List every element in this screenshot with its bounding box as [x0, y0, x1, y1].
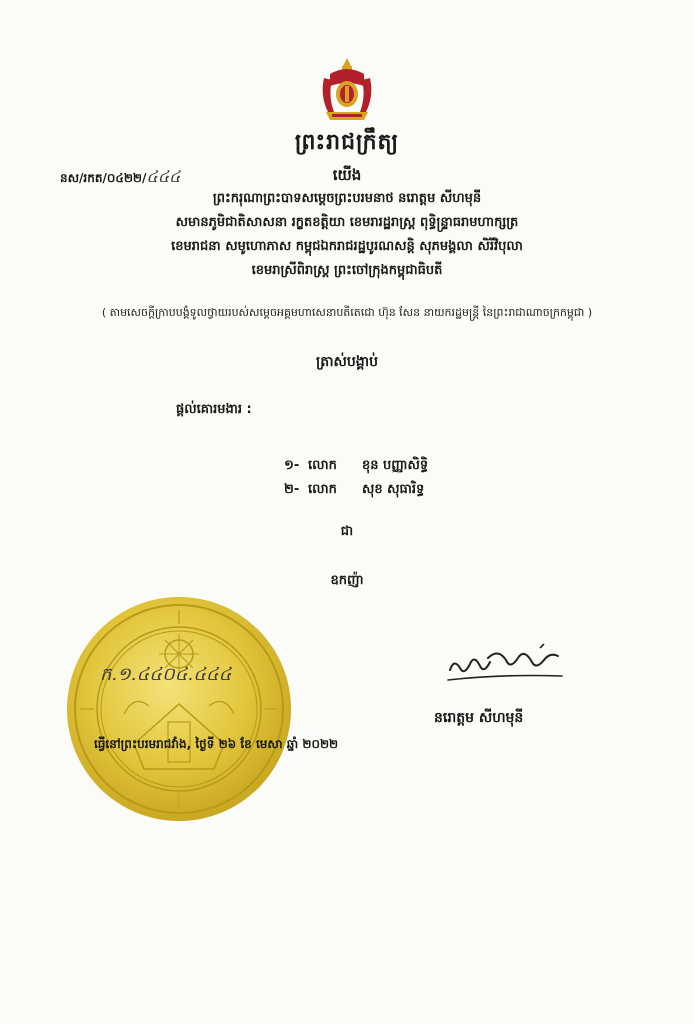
appointee-title: លោក	[308, 458, 337, 473]
decree-date: ធ្វើនៅព្រះបរមរាជវាំង, ថ្ងៃទី ២៦ ខែ មេសា ឆ្នាំ ២០២២	[94, 737, 339, 751]
signer-name: នរោត្តម សីហមុនី	[434, 710, 524, 726]
reference-printed: នស/រកត/០៤២២/	[60, 171, 147, 185]
royal-seal-icon	[64, 594, 294, 824]
appointee-name: សុខ សុធារិទ្ធ	[362, 482, 425, 497]
preamble-line: សមានភូមិជាតិសាសនា រក្ខតខត្តិយា ខេមរារដ្ឋរាស្ត្រ ពុទ្ធិន្ទ្រាធរាមហាក្សត្រ	[175, 215, 519, 230]
preamble-line: ខេមរាជនា សមូហោភាស កម្ពុជឯករាជរដ្ឋបូរណសន្តិ សុភមង្គលា សិរីវិបុលា	[171, 239, 523, 254]
appointment-label: ផ្តល់គោរមងារ :	[176, 402, 252, 417]
appointee-number: ២-	[284, 482, 300, 497]
appointee-name: ខុន បញ្ញាសិទ្ធិ	[362, 458, 429, 473]
appointee-2	[284, 481, 424, 500]
preamble-line: ខេមរាស្រីពិរាស្ត្រ ព្រះចៅក្រុងកម្ពុជាធិបតី	[251, 263, 443, 278]
decree-basis: ( តាមសេចក្តីក្រាបបង្គំទូលថ្វាយរបស់សម្ដេចអគ្គមហាសេនាបតីតេជោ ហ៊ុន សែន នាយករដ្ឋមន្ត្រី នៃព្រះរាជាណាចក្រកម្ពុជា )	[101, 306, 593, 319]
conferred-title: ឧកញ៉ា	[330, 573, 364, 588]
royal-signature-icon	[440, 640, 570, 690]
as-word: ជា	[340, 524, 354, 539]
preamble-line: ព្រះករុណាព្រះបាទសម្ដេចព្រះបរមនាថ នរោត្តម សីហមុនី	[212, 191, 482, 206]
appointee-1	[284, 457, 428, 476]
document-title: ព្រះរាជក្រឹត្យ	[294, 130, 400, 155]
seal-handwritten-number: ក.១.៤៤០៤.៤៤៤	[100, 664, 232, 685]
royal-coat-of-arms-icon	[318, 56, 376, 122]
decree-heading: ត្រាស់បង្គាប់	[316, 354, 378, 370]
appointee-title: លោក	[308, 482, 337, 497]
reference-handwritten: ៤៤៤	[146, 167, 181, 186]
we-heading: យើង	[332, 166, 362, 184]
appointee-number: ១-	[284, 458, 300, 473]
